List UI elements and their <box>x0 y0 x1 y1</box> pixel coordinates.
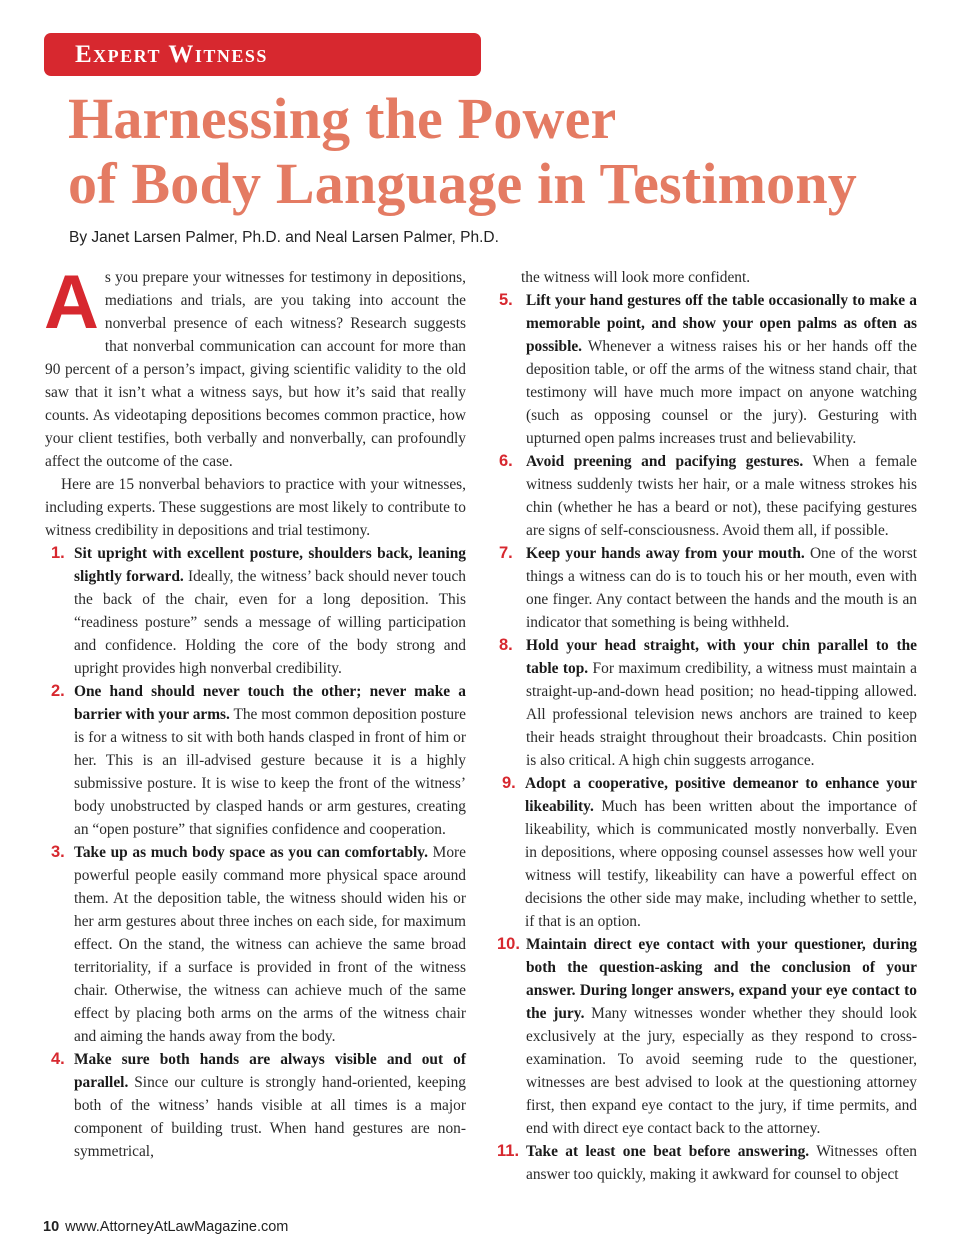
item-lead: Keep your hands away from your mouth. <box>526 545 805 562</box>
intro-text: s you prepare your witnesses for testimony in depositions, mediations and trials, are you taking into account the nonverbal presence of each witness? Research suggests that nonverbal communication can account for more than 90 percent of a person’s impact, giving scientific validity to the old saw that it isn’t what a witness says, but how it’s said that really counts. As videotaping depositions becomes common practice, how your client testifies, both verbally and nonverbally, can profoundly affect the outcome of the case. <box>45 269 466 470</box>
item-number: 6. <box>499 452 513 470</box>
headline-line-1: Harnessing the Power <box>68 86 617 151</box>
item-lead: Sit upright with excellent posture, shoulders back, leaning slightly forward. <box>74 545 466 585</box>
continuation-text: the witness will look more confident. <box>521 269 751 286</box>
item-lead: Take at least one beat before answering. <box>526 1143 810 1160</box>
item-number: 3. <box>51 843 65 861</box>
item-number: 9. <box>502 774 516 792</box>
headline-line-2: of Body Language in Testimony <box>68 151 857 216</box>
item-body: One of the worst things a witness can do is to touch his or her mouth, even with one finger. Any contact between the hands and the mouth is an indicator that something is being withheld. <box>526 545 917 631</box>
item-body: The most common deposition posture is for a witness to sit with both hands clasped in front of him or her. This is an ill-advised gesture because it is a highly submissive posture. It is wise to keep the front of the witness’ body unobstructed by clasped hands or arm gestures, creating an “open posture” that signifies confidence and cooperation. <box>74 706 467 838</box>
page-footer <box>43 1219 288 1235</box>
article-headline <box>68 86 928 216</box>
list-item <box>497 450 917 542</box>
list-item <box>45 542 466 680</box>
page-number: 10 <box>43 1219 60 1235</box>
list-item <box>497 634 917 772</box>
list-item <box>497 772 917 933</box>
item-body: Whenever a witness raises his or her hands off the deposition table, or off the arms of the witness stand chair, that testimony will have much more impact on anyone watching (such as opposing counsel or the jury). Gesturing with upturned open palms increases trust and believability. <box>526 338 917 447</box>
intro-paragraph-2: Here are 15 nonverbal behaviors to practice with your witnesses, including experts. These suggestions are most likely to contribute to witness credibility in depositions and trial testimony. <box>45 476 466 539</box>
item-body: Many witnesses wonder whether they should look exclusively at the jury, especially as they respond to cross-examination. To avoid seeming rude to the questioner, witnesses are best advised to look at the questioning attorney first, then expand eye contact to the jury, if time permits, and end with direct eye contact back to the attorney. <box>526 1005 918 1137</box>
list-item <box>497 1140 917 1186</box>
item-lead: Adopt a cooperative, positive demeanor to enhance your likeability. <box>525 775 917 815</box>
section-banner: Expert Witness <box>44 33 481 76</box>
intro-paragraph <box>44 260 466 473</box>
item-lead: Make sure both hands are always visible and out of parallel. <box>74 1051 466 1091</box>
item-number: 5. <box>499 291 513 309</box>
item-lead: One hand should never touch the other; never make a barrier with your arms. <box>74 683 466 723</box>
list-item <box>497 933 917 1140</box>
footer-url[interactable]: www.AttorneyAtLawMagazine.com <box>65 1219 289 1235</box>
dropcap: A <box>44 260 99 345</box>
item-number: 1. <box>51 544 65 562</box>
item-body: Since our culture is strongly hand-oriented, keeping both of the witness’ hands visible at all times is a major component of building trust. When hand gestures are non-symmetrical, <box>74 1074 466 1160</box>
item-body: When a female witness suddenly twists her hair, or a male witness strokes his chin (whether he has a beard or not), these pacifying gestures are signs of self-consciousness. Avoid them all, if possible. <box>526 453 918 539</box>
item-lead: Avoid preening and pacifying gestures. <box>526 453 804 470</box>
item-lead: Take up as much body space as you can comfortably. <box>74 844 428 861</box>
item-body: Ideally, the witness’ back should never touch the back of the chair, even for a long deposition. This “readiness posture” sends a message of willing participation and confidence. Holding the core of the body strong and upright provides high nonverbal credibility. <box>74 568 466 677</box>
item-body: More powerful people easily command more physical space around them. At the deposition table, the witness should widen his or her arm gestures about three inches on each side, for maximum effect. On the stand, the witness can achieve the same broad territoriality, if a surface is provided in front of the witness chair. Otherwise, the witness can achieve much of the same effect by placing both arms on the arms of the witness chair and aiming the hands away from the body. <box>74 844 466 1045</box>
item-number: 7. <box>499 544 513 562</box>
item-number: 2. <box>51 682 65 700</box>
item-lead: Lift your hand gestures off the table occasionally to make a memorable point, and show your open palms as often as possible. <box>526 292 917 355</box>
list-item <box>497 289 917 450</box>
item-lead: Hold your head straight, with your chin parallel to the table top. <box>526 637 917 677</box>
item-number: 4. <box>51 1050 65 1068</box>
list-item <box>45 841 466 1048</box>
item-number: 11. <box>497 1142 520 1160</box>
item-lead: Maintain direct eye contact with your questioner, during both the question-asking and the conclusion of your answer. During longer answers, expand your eye contact to the jury. <box>526 936 917 1022</box>
item-number: 8. <box>499 636 513 654</box>
item-body: Much has been written about the importance of likeability, which is communicated mostly nonverbally. Even in depositions, where opposing counsel assesses how well your witness will testify, likeability can have a powerful effect on decisions the other side may make, including whether to settle, if that is an option. <box>525 798 917 930</box>
item-number: 10. <box>497 935 520 953</box>
right-column <box>497 266 917 1186</box>
item-body: Witnesses often answer too quickly, making it awkward for counsel to object <box>526 1143 917 1183</box>
item-body: For maximum credibility, a witness must maintain a straight-up-and-down head position; no head-tipping allowed. All professional television news anchors are trained to keep their heads straight throughout their broadcasts. Chin position is also critical. A high chin suggests arrogance. <box>526 660 917 769</box>
list-item <box>45 1048 466 1163</box>
left-column <box>44 260 467 1163</box>
list-item <box>45 680 466 841</box>
byline: By Janet Larsen Palmer, Ph.D. and Neal Larsen Palmer, Ph.D. <box>69 229 499 246</box>
list-item <box>497 542 917 634</box>
